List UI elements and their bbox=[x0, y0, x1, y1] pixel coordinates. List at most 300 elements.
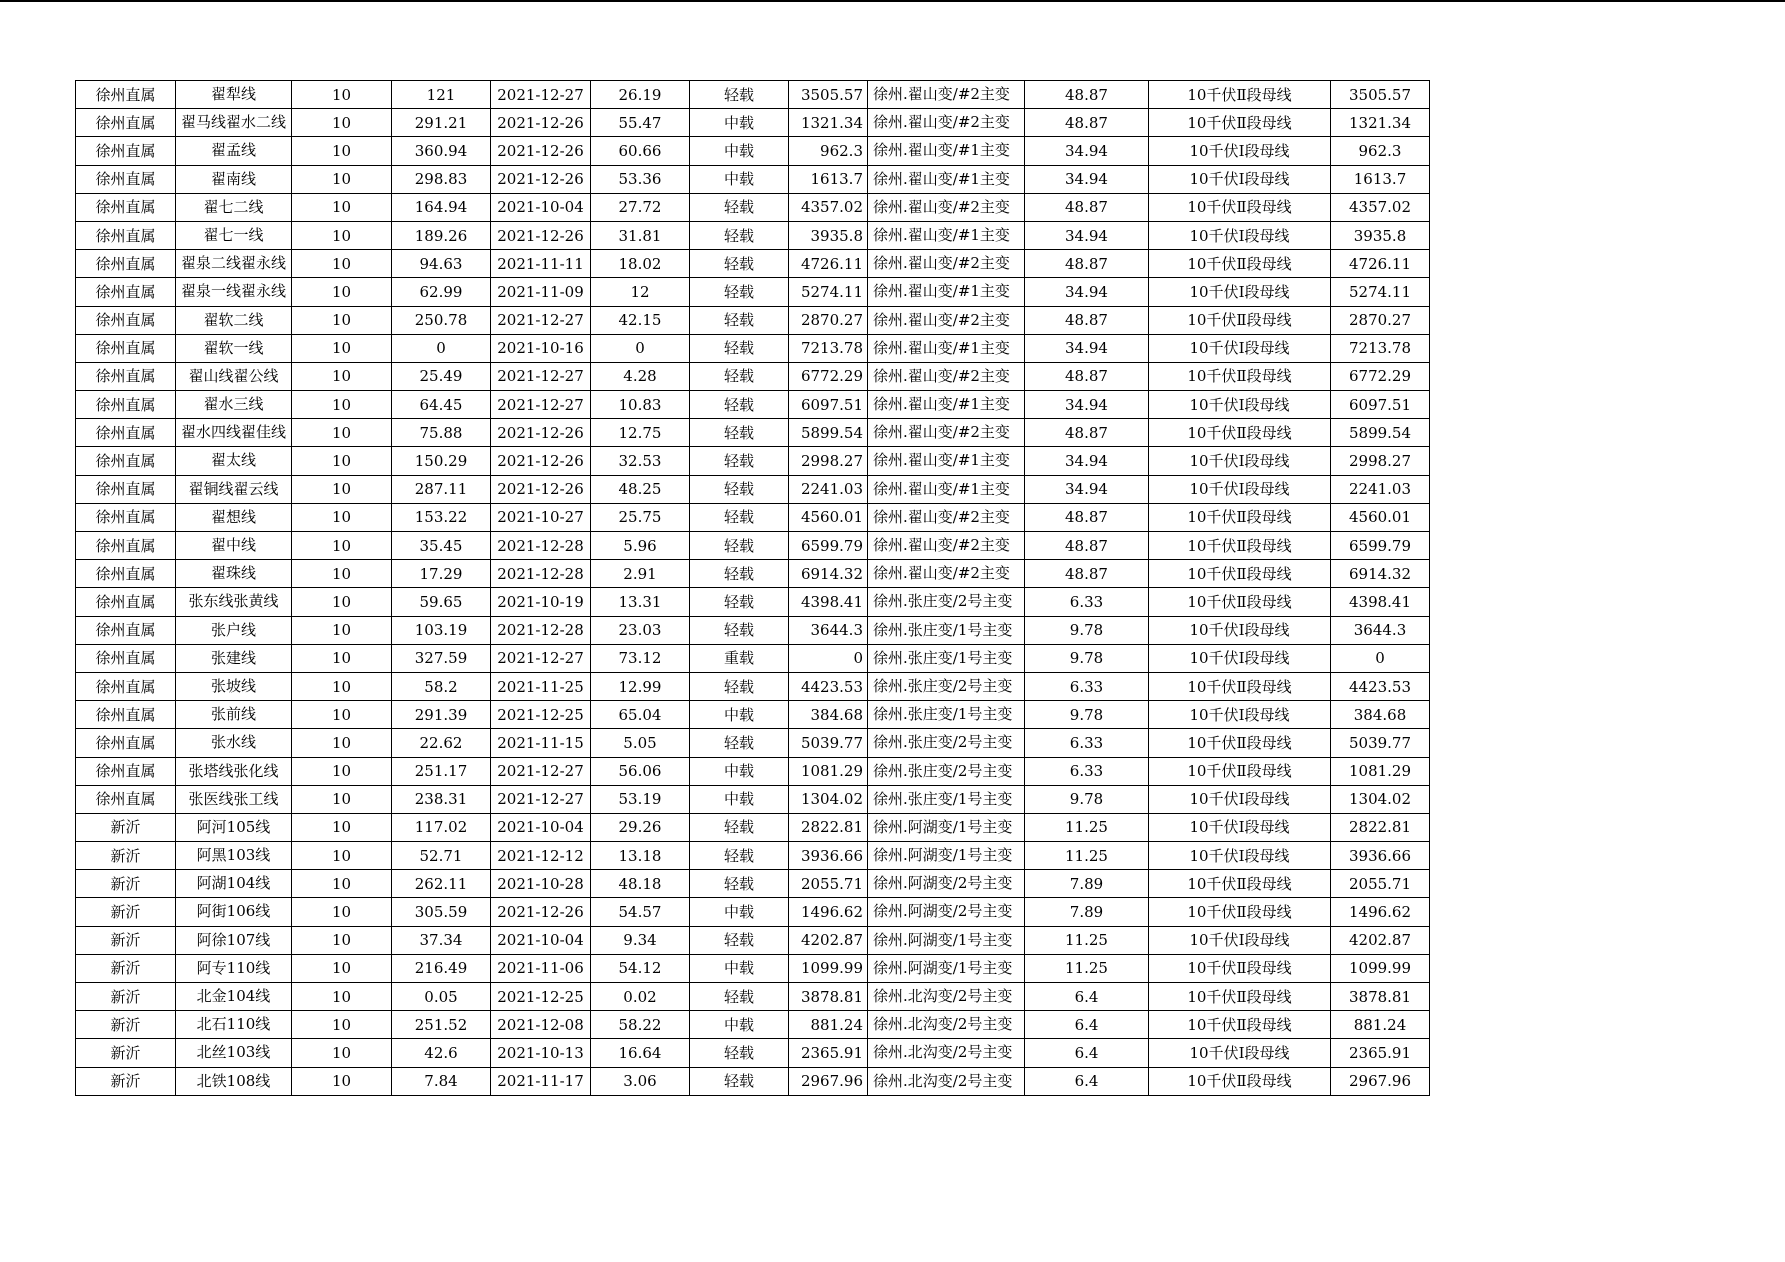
cell-voltage-text: 10 bbox=[331, 368, 352, 385]
cell-line-name-text: 翟水三线 bbox=[203, 396, 264, 413]
cell-date bbox=[491, 419, 591, 447]
cell-line-name bbox=[176, 250, 292, 278]
cell-busbar-text: 10千伏Ⅱ段母线 bbox=[1187, 509, 1292, 526]
cell-current bbox=[392, 391, 491, 419]
cell-current-text: 35.45 bbox=[419, 537, 463, 554]
cell-current-text: 62.99 bbox=[419, 283, 463, 300]
cell-available-capacity-text: 962.3 bbox=[820, 142, 863, 159]
cell-substation-transformer bbox=[868, 532, 1025, 560]
cell-unit bbox=[76, 109, 176, 137]
cell-load-rate-text: 48.25 bbox=[618, 481, 662, 498]
cell-date-text: 2021-11-11 bbox=[497, 255, 584, 272]
cell-load-status-text: 轻载 bbox=[723, 678, 754, 695]
cell-available-capacity bbox=[789, 419, 868, 447]
cell-load-status bbox=[690, 1011, 789, 1039]
cell-load-rate-text: 12.75 bbox=[618, 424, 662, 441]
cell-line-name-text: 翟泉一线翟永线 bbox=[180, 283, 286, 300]
cell-bus-available-capacity bbox=[1331, 193, 1430, 221]
cell-current bbox=[392, 898, 491, 926]
cell-load-status-text: 轻载 bbox=[723, 340, 754, 357]
cell-line-name-text: 阿湖104线 bbox=[196, 875, 271, 892]
cell-available-capacity-text: 1321.34 bbox=[800, 114, 863, 131]
cell-bus-available-capacity-text: 6599.79 bbox=[1348, 537, 1412, 554]
cell-busbar bbox=[1149, 701, 1331, 729]
cell-current-text: 17.29 bbox=[419, 565, 463, 582]
cell-load-status bbox=[690, 588, 789, 616]
cell-unit bbox=[76, 165, 176, 193]
cell-current-text: 153.22 bbox=[414, 509, 468, 526]
cell-unit bbox=[76, 813, 176, 841]
cell-bus-available-capacity bbox=[1331, 1067, 1430, 1095]
cell-busbar-text: 10千伏Ⅱ段母线 bbox=[1187, 368, 1292, 385]
cell-busbar-text: 10千伏Ⅰ段母线 bbox=[1189, 481, 1290, 498]
cell-current bbox=[392, 672, 491, 700]
table-row bbox=[76, 672, 1430, 700]
cell-unit-text: 徐州直属 bbox=[95, 453, 156, 470]
cell-transformer-load-rate bbox=[1025, 250, 1149, 278]
cell-unit bbox=[76, 644, 176, 672]
cell-unit-text: 徐州直属 bbox=[95, 678, 156, 695]
cell-current-text: 305.59 bbox=[414, 904, 468, 921]
cell-bus-available-capacity-text: 4423.53 bbox=[1348, 678, 1412, 695]
cell-current-text: 0 bbox=[436, 340, 446, 357]
cell-date-text: 2021-12-26 bbox=[497, 424, 584, 441]
cell-busbar-text: 10千伏Ⅱ段母线 bbox=[1187, 312, 1292, 329]
cell-busbar bbox=[1149, 898, 1331, 926]
cell-busbar-text: 10千伏Ⅱ段母线 bbox=[1187, 904, 1292, 921]
cell-load-status bbox=[690, 842, 789, 870]
cell-line-name bbox=[176, 757, 292, 785]
cell-line-name-text: 翟铜线翟云线 bbox=[188, 480, 279, 497]
cell-substation-transformer bbox=[868, 250, 1025, 278]
cell-line-name bbox=[176, 165, 292, 193]
cell-current-text: 291.39 bbox=[414, 706, 468, 723]
cell-load-rate bbox=[591, 419, 690, 447]
cell-substation-transformer-text: 徐州.翟山变/#2主变 bbox=[873, 114, 1010, 131]
cell-bus-available-capacity bbox=[1331, 532, 1430, 560]
cell-current bbox=[392, 1011, 491, 1039]
cell-unit-text: 徐州直属 bbox=[95, 114, 156, 131]
cell-load-status bbox=[690, 926, 789, 954]
cell-substation-transformer bbox=[868, 757, 1025, 785]
cell-transformer-load-rate-text: 6.33 bbox=[1069, 763, 1104, 780]
cell-bus-available-capacity-text: 5039.77 bbox=[1348, 734, 1412, 751]
cell-voltage-text: 10 bbox=[331, 565, 352, 582]
cell-date-text: 2021-12-26 bbox=[497, 453, 584, 470]
cell-line-name-text: 翟七二线 bbox=[203, 198, 264, 215]
cell-line-name-text: 翟山线翟公线 bbox=[188, 367, 279, 384]
cell-bus-available-capacity-text: 1613.7 bbox=[1353, 171, 1407, 188]
cell-load-rate-text: 23.03 bbox=[618, 622, 662, 639]
cell-transformer-load-rate bbox=[1025, 532, 1149, 560]
cell-transformer-load-rate-text: 9.78 bbox=[1069, 650, 1104, 667]
cell-load-status bbox=[690, 278, 789, 306]
cell-unit bbox=[76, 701, 176, 729]
table-row bbox=[76, 983, 1430, 1011]
cell-line-name bbox=[176, 306, 292, 334]
cell-substation-transformer-text: 徐州.翟山变/#2主变 bbox=[873, 537, 1010, 553]
cell-load-status bbox=[690, 813, 789, 841]
cell-available-capacity bbox=[789, 137, 868, 165]
cell-busbar-text: 10千伏Ⅱ段母线 bbox=[1187, 960, 1292, 977]
cell-voltage-text: 10 bbox=[331, 875, 352, 892]
cell-busbar bbox=[1149, 532, 1331, 560]
cell-date-text: 2021-10-28 bbox=[497, 875, 584, 892]
cell-load-rate bbox=[591, 193, 690, 221]
cell-available-capacity-text: 1613.7 bbox=[810, 171, 863, 188]
cell-available-capacity-text: 881.24 bbox=[810, 1016, 863, 1033]
table-row bbox=[76, 532, 1430, 560]
cell-available-capacity-text: 2055.71 bbox=[800, 875, 863, 892]
cell-line-name bbox=[176, 672, 292, 700]
cell-busbar-text: 10千伏Ⅰ段母线 bbox=[1189, 847, 1290, 864]
cell-load-status-text: 轻载 bbox=[723, 86, 754, 103]
cell-available-capacity-text: 1496.62 bbox=[800, 904, 863, 921]
cell-load-status-text: 中载 bbox=[723, 114, 754, 131]
cell-bus-available-capacity bbox=[1331, 221, 1430, 249]
cell-current-text: 189.26 bbox=[414, 227, 468, 244]
cell-current-text: 262.11 bbox=[414, 875, 468, 892]
cell-load-status bbox=[690, 165, 789, 193]
cell-busbar-text: 10千伏Ⅱ段母线 bbox=[1187, 255, 1292, 272]
cell-voltage-text: 10 bbox=[331, 453, 352, 470]
cell-date-text: 2021-12-26 bbox=[497, 142, 584, 159]
cell-bus-available-capacity-text: 6772.29 bbox=[1348, 368, 1412, 385]
cell-line-name bbox=[176, 729, 292, 757]
cell-transformer-load-rate bbox=[1025, 81, 1149, 109]
cell-bus-available-capacity bbox=[1331, 954, 1430, 982]
cell-bus-available-capacity-text: 1496.62 bbox=[1348, 904, 1412, 921]
cell-bus-available-capacity-text: 384.68 bbox=[1353, 706, 1407, 723]
table-row bbox=[76, 137, 1430, 165]
table-row bbox=[76, 165, 1430, 193]
cell-voltage bbox=[292, 898, 392, 926]
cell-available-capacity-text: 1099.99 bbox=[800, 960, 863, 977]
cell-busbar bbox=[1149, 842, 1331, 870]
cell-available-capacity-text: 6914.32 bbox=[800, 565, 863, 582]
cell-substation-transformer bbox=[868, 362, 1025, 390]
cell-unit-text: 徐州直属 bbox=[95, 255, 156, 272]
cell-load-status bbox=[690, 193, 789, 221]
cell-line-name bbox=[176, 644, 292, 672]
cell-transformer-load-rate bbox=[1025, 560, 1149, 588]
cell-available-capacity bbox=[789, 503, 868, 531]
cell-current-text: 22.62 bbox=[419, 734, 463, 751]
cell-substation-transformer bbox=[868, 419, 1025, 447]
cell-busbar-text: 10千伏Ⅰ段母线 bbox=[1189, 819, 1290, 836]
cell-date bbox=[491, 81, 591, 109]
cell-current-text: 250.78 bbox=[414, 312, 468, 329]
cell-current-text: 150.29 bbox=[414, 453, 468, 470]
cell-load-rate-text: 29.26 bbox=[618, 819, 662, 836]
cell-unit-text: 徐州直属 bbox=[95, 509, 156, 526]
cell-available-capacity-text: 6097.51 bbox=[800, 396, 863, 413]
cell-transformer-load-rate bbox=[1025, 447, 1149, 475]
cell-line-name-text: 张坡线 bbox=[210, 677, 256, 694]
cell-transformer-load-rate bbox=[1025, 616, 1149, 644]
cell-load-status-text: 轻载 bbox=[723, 312, 754, 329]
cell-available-capacity bbox=[789, 644, 868, 672]
cell-available-capacity-text: 3644.3 bbox=[810, 622, 863, 639]
table-row bbox=[76, 250, 1430, 278]
cell-bus-available-capacity-text: 4202.87 bbox=[1348, 932, 1412, 949]
cell-load-rate-text: 54.57 bbox=[618, 904, 662, 921]
cell-voltage-text: 10 bbox=[331, 114, 352, 131]
cell-current-text: 117.02 bbox=[414, 819, 468, 836]
cell-transformer-load-rate bbox=[1025, 729, 1149, 757]
cell-transformer-load-rate-text: 34.94 bbox=[1065, 453, 1108, 470]
cell-load-rate-text: 18.02 bbox=[618, 255, 662, 272]
cell-bus-available-capacity bbox=[1331, 813, 1430, 841]
cell-busbar bbox=[1149, 983, 1331, 1011]
cell-line-name bbox=[176, 616, 292, 644]
cell-bus-available-capacity bbox=[1331, 447, 1430, 475]
cell-busbar bbox=[1149, 81, 1331, 109]
cell-transformer-load-rate-text: 34.94 bbox=[1065, 283, 1108, 300]
cell-unit-text: 徐州直属 bbox=[95, 368, 156, 385]
cell-available-capacity-text: 3936.66 bbox=[800, 847, 863, 864]
cell-load-status-text: 轻载 bbox=[723, 227, 754, 244]
cell-unit bbox=[76, 221, 176, 249]
cell-load-status bbox=[690, 560, 789, 588]
cell-voltage bbox=[292, 1039, 392, 1067]
cell-voltage bbox=[292, 419, 392, 447]
cell-unit bbox=[76, 137, 176, 165]
cell-current bbox=[392, 813, 491, 841]
cell-load-status bbox=[690, 701, 789, 729]
cell-line-name-text: 张水线 bbox=[210, 734, 256, 751]
cell-voltage-text: 10 bbox=[331, 142, 352, 159]
cell-load-status bbox=[690, 391, 789, 419]
cell-line-name bbox=[176, 870, 292, 898]
cell-substation-transformer-text: 徐州.北沟变/2号主变 bbox=[873, 1044, 1013, 1061]
cell-voltage bbox=[292, 701, 392, 729]
cell-busbar-text: 10千伏Ⅱ段母线 bbox=[1187, 678, 1292, 695]
cell-load-rate bbox=[591, 701, 690, 729]
cell-voltage bbox=[292, 447, 392, 475]
cell-transformer-load-rate bbox=[1025, 1039, 1149, 1067]
cell-busbar bbox=[1149, 954, 1331, 982]
table-row bbox=[76, 701, 1430, 729]
cell-substation-transformer-text: 徐州.翟山变/#2主变 bbox=[873, 508, 1010, 525]
cell-line-name-text: 翟犁线 bbox=[210, 86, 256, 102]
cell-load-status bbox=[690, 250, 789, 278]
cell-voltage bbox=[292, 475, 392, 503]
cell-load-rate bbox=[591, 165, 690, 193]
cell-bus-available-capacity bbox=[1331, 870, 1430, 898]
table-row bbox=[76, 419, 1430, 447]
cell-bus-available-capacity bbox=[1331, 672, 1430, 700]
cell-transformer-load-rate-text: 11.25 bbox=[1065, 960, 1108, 977]
cell-date bbox=[491, 701, 591, 729]
cell-line-name-text: 翟软二线 bbox=[203, 311, 264, 328]
cell-unit bbox=[76, 306, 176, 334]
cell-date-text: 2021-10-13 bbox=[497, 1044, 584, 1061]
cell-line-name-text: 北丝103线 bbox=[196, 1044, 271, 1061]
cell-bus-available-capacity-text: 6097.51 bbox=[1348, 396, 1412, 413]
cell-substation-transformer bbox=[868, 221, 1025, 249]
cell-load-status-text: 中载 bbox=[723, 171, 754, 188]
cell-current-text: 327.59 bbox=[414, 650, 468, 667]
cell-transformer-load-rate-text: 6.33 bbox=[1069, 734, 1104, 751]
cell-transformer-load-rate bbox=[1025, 644, 1149, 672]
cell-date-text: 2021-11-15 bbox=[497, 734, 584, 751]
cell-voltage bbox=[292, 391, 392, 419]
cell-load-status-text: 中载 bbox=[723, 706, 754, 723]
cell-substation-transformer bbox=[868, 616, 1025, 644]
cell-current bbox=[392, 757, 491, 785]
cell-transformer-load-rate bbox=[1025, 475, 1149, 503]
cell-transformer-load-rate bbox=[1025, 701, 1149, 729]
cell-load-rate bbox=[591, 362, 690, 390]
table-row bbox=[76, 898, 1430, 926]
cell-voltage-text: 10 bbox=[331, 1016, 352, 1033]
cell-busbar bbox=[1149, 503, 1331, 531]
cell-substation-transformer-text: 徐州.翟山变/#2主变 bbox=[873, 198, 1010, 215]
table-row bbox=[76, 1067, 1430, 1095]
cell-load-status-text: 轻载 bbox=[723, 396, 754, 413]
cell-date-text: 2021-11-17 bbox=[497, 1073, 584, 1090]
cell-load-status-text: 轻载 bbox=[723, 988, 754, 1005]
cell-bus-available-capacity bbox=[1331, 616, 1430, 644]
cell-substation-transformer-text: 徐州.翟山变/#1主变 bbox=[873, 339, 1010, 356]
cell-available-capacity bbox=[789, 532, 868, 560]
cell-bus-available-capacity-text: 0 bbox=[1375, 650, 1385, 667]
cell-date bbox=[491, 109, 591, 137]
cell-load-rate-text: 13.31 bbox=[618, 593, 662, 610]
cell-voltage bbox=[292, 954, 392, 982]
cell-unit bbox=[76, 898, 176, 926]
cell-available-capacity bbox=[789, 842, 868, 870]
cell-available-capacity-text: 4398.41 bbox=[800, 593, 863, 610]
cell-available-capacity bbox=[789, 954, 868, 982]
cell-load-status bbox=[690, 81, 789, 109]
cell-substation-transformer-text: 徐州.北沟变/2号主变 bbox=[873, 988, 1013, 1004]
cell-current-text: 37.34 bbox=[419, 932, 463, 949]
cell-load-status-text: 轻载 bbox=[723, 875, 754, 892]
cell-transformer-load-rate bbox=[1025, 334, 1149, 362]
cell-load-rate-text: 42.15 bbox=[618, 312, 662, 329]
cell-line-name bbox=[176, 503, 292, 531]
cell-bus-available-capacity bbox=[1331, 926, 1430, 954]
cell-date-text: 2021-10-16 bbox=[497, 340, 584, 357]
cell-date bbox=[491, 334, 591, 362]
cell-date bbox=[491, 813, 591, 841]
cell-date bbox=[491, 503, 591, 531]
cell-substation-transformer bbox=[868, 165, 1025, 193]
cell-load-status-text: 轻载 bbox=[723, 255, 754, 272]
cell-transformer-load-rate bbox=[1025, 842, 1149, 870]
cell-substation-transformer bbox=[868, 334, 1025, 362]
cell-busbar bbox=[1149, 870, 1331, 898]
cell-busbar bbox=[1149, 672, 1331, 700]
cell-load-rate bbox=[591, 588, 690, 616]
cell-voltage-text: 10 bbox=[331, 255, 352, 272]
cell-load-status-text: 轻载 bbox=[723, 932, 754, 949]
cell-line-name-text: 张前线 bbox=[210, 706, 256, 723]
cell-available-capacity bbox=[789, 250, 868, 278]
cell-bus-available-capacity-text: 4726.11 bbox=[1348, 255, 1412, 272]
cell-date bbox=[491, 757, 591, 785]
table-row bbox=[76, 560, 1430, 588]
cell-load-status bbox=[690, 1067, 789, 1095]
cell-busbar-text: 10千伏Ⅰ段母线 bbox=[1189, 171, 1290, 188]
cell-bus-available-capacity bbox=[1331, 475, 1430, 503]
cell-current bbox=[392, 221, 491, 249]
cell-busbar-text: 10千伏Ⅰ段母线 bbox=[1189, 932, 1290, 949]
cell-load-status bbox=[690, 954, 789, 982]
cell-current-text: 94.63 bbox=[419, 255, 463, 272]
cell-load-rate bbox=[591, 983, 690, 1011]
cell-unit bbox=[76, 616, 176, 644]
cell-transformer-load-rate-text: 48.87 bbox=[1065, 565, 1108, 582]
cell-unit-text: 徐州直属 bbox=[95, 227, 156, 244]
cell-date bbox=[491, 250, 591, 278]
cell-line-name bbox=[176, 785, 292, 813]
cell-transformer-load-rate bbox=[1025, 757, 1149, 785]
table-row bbox=[76, 109, 1430, 137]
cell-substation-transformer bbox=[868, 560, 1025, 588]
cell-unit bbox=[76, 588, 176, 616]
cell-current bbox=[392, 165, 491, 193]
table-body bbox=[76, 81, 1430, 1096]
cell-bus-available-capacity bbox=[1331, 701, 1430, 729]
cell-busbar bbox=[1149, 560, 1331, 588]
cell-date bbox=[491, 391, 591, 419]
cell-substation-transformer bbox=[868, 1067, 1025, 1095]
cell-substation-transformer-text: 徐州.翟山变/#1主变 bbox=[873, 226, 1010, 243]
cell-busbar-text: 10千伏Ⅱ段母线 bbox=[1187, 114, 1292, 131]
cell-line-name bbox=[176, 278, 292, 306]
cell-available-capacity-text: 4423.53 bbox=[800, 678, 863, 695]
cell-substation-transformer-text: 徐州.阿湖变/1号主变 bbox=[873, 847, 1013, 864]
cell-bus-available-capacity bbox=[1331, 983, 1430, 1011]
cell-date bbox=[491, 532, 591, 560]
cell-unit-text: 新沂 bbox=[110, 875, 141, 892]
cell-unit bbox=[76, 475, 176, 503]
cell-unit bbox=[76, 729, 176, 757]
cell-busbar-text: 10千伏Ⅰ段母线 bbox=[1189, 791, 1290, 808]
table-row bbox=[76, 362, 1430, 390]
cell-transformer-load-rate-text: 9.78 bbox=[1069, 791, 1104, 808]
cell-substation-transformer-text: 徐州.北沟变/2号主变 bbox=[873, 1016, 1013, 1033]
cell-busbar-text: 10千伏Ⅱ段母线 bbox=[1187, 1016, 1292, 1033]
cell-substation-transformer-text: 徐州.翟山变/#2主变 bbox=[873, 565, 1010, 582]
cell-transformer-load-rate-text: 34.94 bbox=[1065, 396, 1108, 413]
cell-line-name-text: 翟中线 bbox=[210, 537, 256, 553]
cell-current bbox=[392, 362, 491, 390]
table-row bbox=[76, 926, 1430, 954]
cell-load-status bbox=[690, 870, 789, 898]
cell-current bbox=[392, 419, 491, 447]
cell-date bbox=[491, 1011, 591, 1039]
cell-date bbox=[491, 842, 591, 870]
cell-unit bbox=[76, 419, 176, 447]
cell-available-capacity bbox=[789, 221, 868, 249]
cell-load-rate-text: 53.36 bbox=[618, 171, 662, 188]
cell-voltage-text: 10 bbox=[331, 734, 352, 751]
cell-substation-transformer-text: 徐州.翟山变/#2主变 bbox=[873, 424, 1010, 441]
cell-transformer-load-rate bbox=[1025, 926, 1149, 954]
cell-unit-text: 徐州直属 bbox=[95, 593, 156, 610]
cell-bus-available-capacity-text: 2998.27 bbox=[1348, 453, 1412, 470]
cell-available-capacity bbox=[789, 616, 868, 644]
cell-unit-text: 新沂 bbox=[110, 819, 141, 836]
cell-voltage bbox=[292, 983, 392, 1011]
cell-load-rate bbox=[591, 503, 690, 531]
cell-transformer-load-rate-text: 48.87 bbox=[1065, 312, 1108, 329]
cell-unit-text: 徐州直属 bbox=[95, 537, 156, 554]
